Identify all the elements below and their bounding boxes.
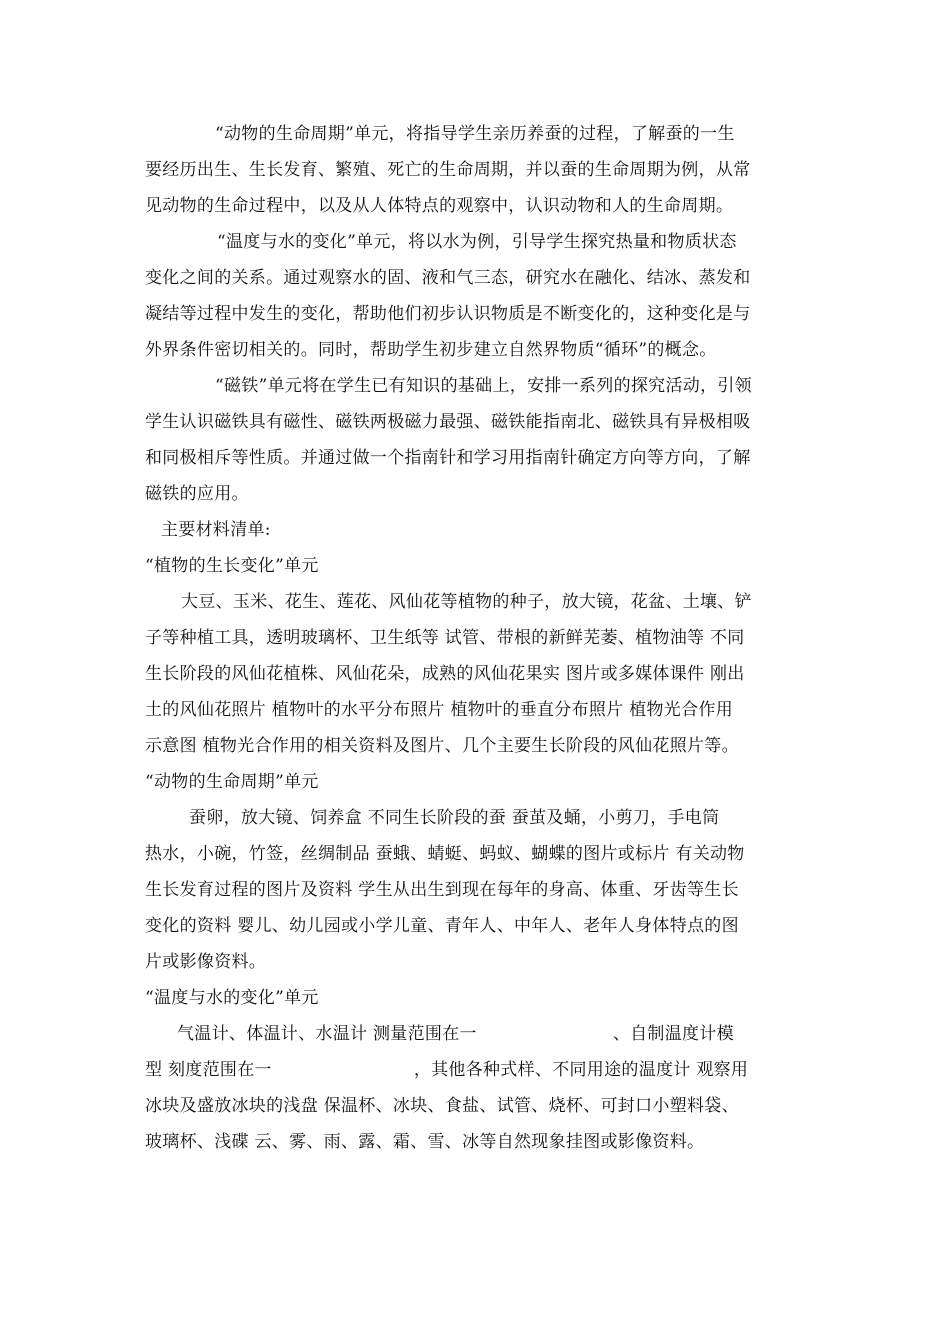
- text-line: [145, 1016, 810, 1052]
- text-line: 生长阶段的风仙花植株、风仙花朵，成熟的风仙花果实 图片或多媒体课件 刚出: [145, 664, 745, 684]
- text-line: 土的风仙花照片 植物叶的水平分布照片 植物叶的垂直分布照片 植物光合作用: [145, 700, 734, 720]
- text-line: “动物的生命周期”单元，将指导学生亲历养蚕的过程，了解蚕的一生: [215, 124, 735, 144]
- text-line: [145, 1052, 810, 1088]
- text-line: 凝结等过程中发生的变化，帮助他们初步认识物质是不断变化的，这种变化是与: [145, 304, 751, 324]
- text-line: 外界条件密切相关的。同时，帮助学生初步建立自然界物质“循环”的概念。: [145, 340, 717, 360]
- text-line: 片或影像资料。: [145, 952, 267, 972]
- text-line: 磁铁的应用。: [145, 484, 249, 504]
- unit-title: “动物的生命周期”单元: [145, 772, 319, 792]
- unit-animals-section: [145, 764, 810, 980]
- text-line: “温度与水的变化”单元，将以水为例，引导学生探究热量和物质状态: [217, 232, 737, 252]
- text-line: 要经历出生、生长发育、繁殖、死亡的生命周期，并以蚕的生命周期为例，从常: [145, 160, 751, 180]
- unit-title: “温度与水的变化”单元: [145, 988, 319, 1008]
- text-line: 生长发育过程的图片及资料 学生从出生到现在每年的身高、体重、牙齿等生长: [145, 880, 739, 900]
- text-segment: 型 刻度范围在一: [145, 1060, 272, 1080]
- text-line: 和同极相斥等性质。并通过做一个指南针和学习用指南针确定方向等方向，了解: [145, 448, 751, 468]
- text-line: 变化的资料 婴儿、幼儿园或小学儿童、青年人、中年人、老年人身体特点的图: [145, 916, 739, 936]
- unit-water-section: [145, 980, 810, 1160]
- paragraph-animal-life-cycle: [145, 116, 810, 224]
- text-line: 变化之间的关系。通过观察水的固、液和气三态，研究水在融化、结冰、蒸发和: [145, 268, 751, 288]
- text-line: 冰块及盛放冰块的浅盘 保温杯、冰块、食盐、试管、烧杯、可封口小塑料袋、: [145, 1096, 739, 1116]
- materials-heading: 主要材料清单:: [161, 520, 271, 540]
- text-line: 示意图 植物光合作用的相关资料及图片、几个主要生长阶段的风仙花照片等。: [145, 736, 739, 756]
- paragraph-magnet: [145, 368, 810, 512]
- text-segment: 气温计、体温计、水温计 测量范围在一: [177, 1024, 477, 1044]
- paragraph-temperature-water: [145, 224, 810, 368]
- text-line: 玻璃杯、浅碟 云、雾、雨、露、霜、雪、冰等自然现象挂图或影像资料。: [145, 1132, 705, 1152]
- text-line: 子等种植工具，透明玻璃杯、卫生纸等 试管、带根的新鲜芜萎、植物油等 不同: [145, 628, 745, 648]
- text-line: 热水，小碗，竹签，丝绸制品 蚕蛾、蜻蜓、蚂蚁、蝴蝶的图片或标片 有关动物: [145, 844, 745, 864]
- text-segment: 、自制温度计模: [612, 1024, 734, 1044]
- text-line: “磁铁”单元将在学生已有知识的基础上，安排一系列的探究活动，引领: [215, 376, 752, 396]
- text-line: 学生认识磁铁具有磁性、磁铁两极磁力最强、磁铁能指南北、磁铁具有异极相吸: [145, 412, 751, 432]
- text-segment: ，其他各种式样、不同用途的温度计 观察用: [413, 1060, 749, 1080]
- unit-title: “植物的生长变化”单元: [145, 556, 319, 576]
- text-line: 蚕卵，放大镜、饲养盒 不同生长阶段的蚕 蚕茧及蛹，小剪刀，手电筒: [189, 808, 720, 828]
- text-line: 大豆、玉米、花生、莲花、风仙花等植物的种子，放大镜，花盆、土壤、铲: [181, 592, 752, 612]
- document-body: [145, 116, 810, 1160]
- text-line: 见动物的生命过程中，以及从人体特点的观察中，认识动物和人的生命周期。: [145, 196, 734, 216]
- unit-plants-section: [145, 548, 810, 764]
